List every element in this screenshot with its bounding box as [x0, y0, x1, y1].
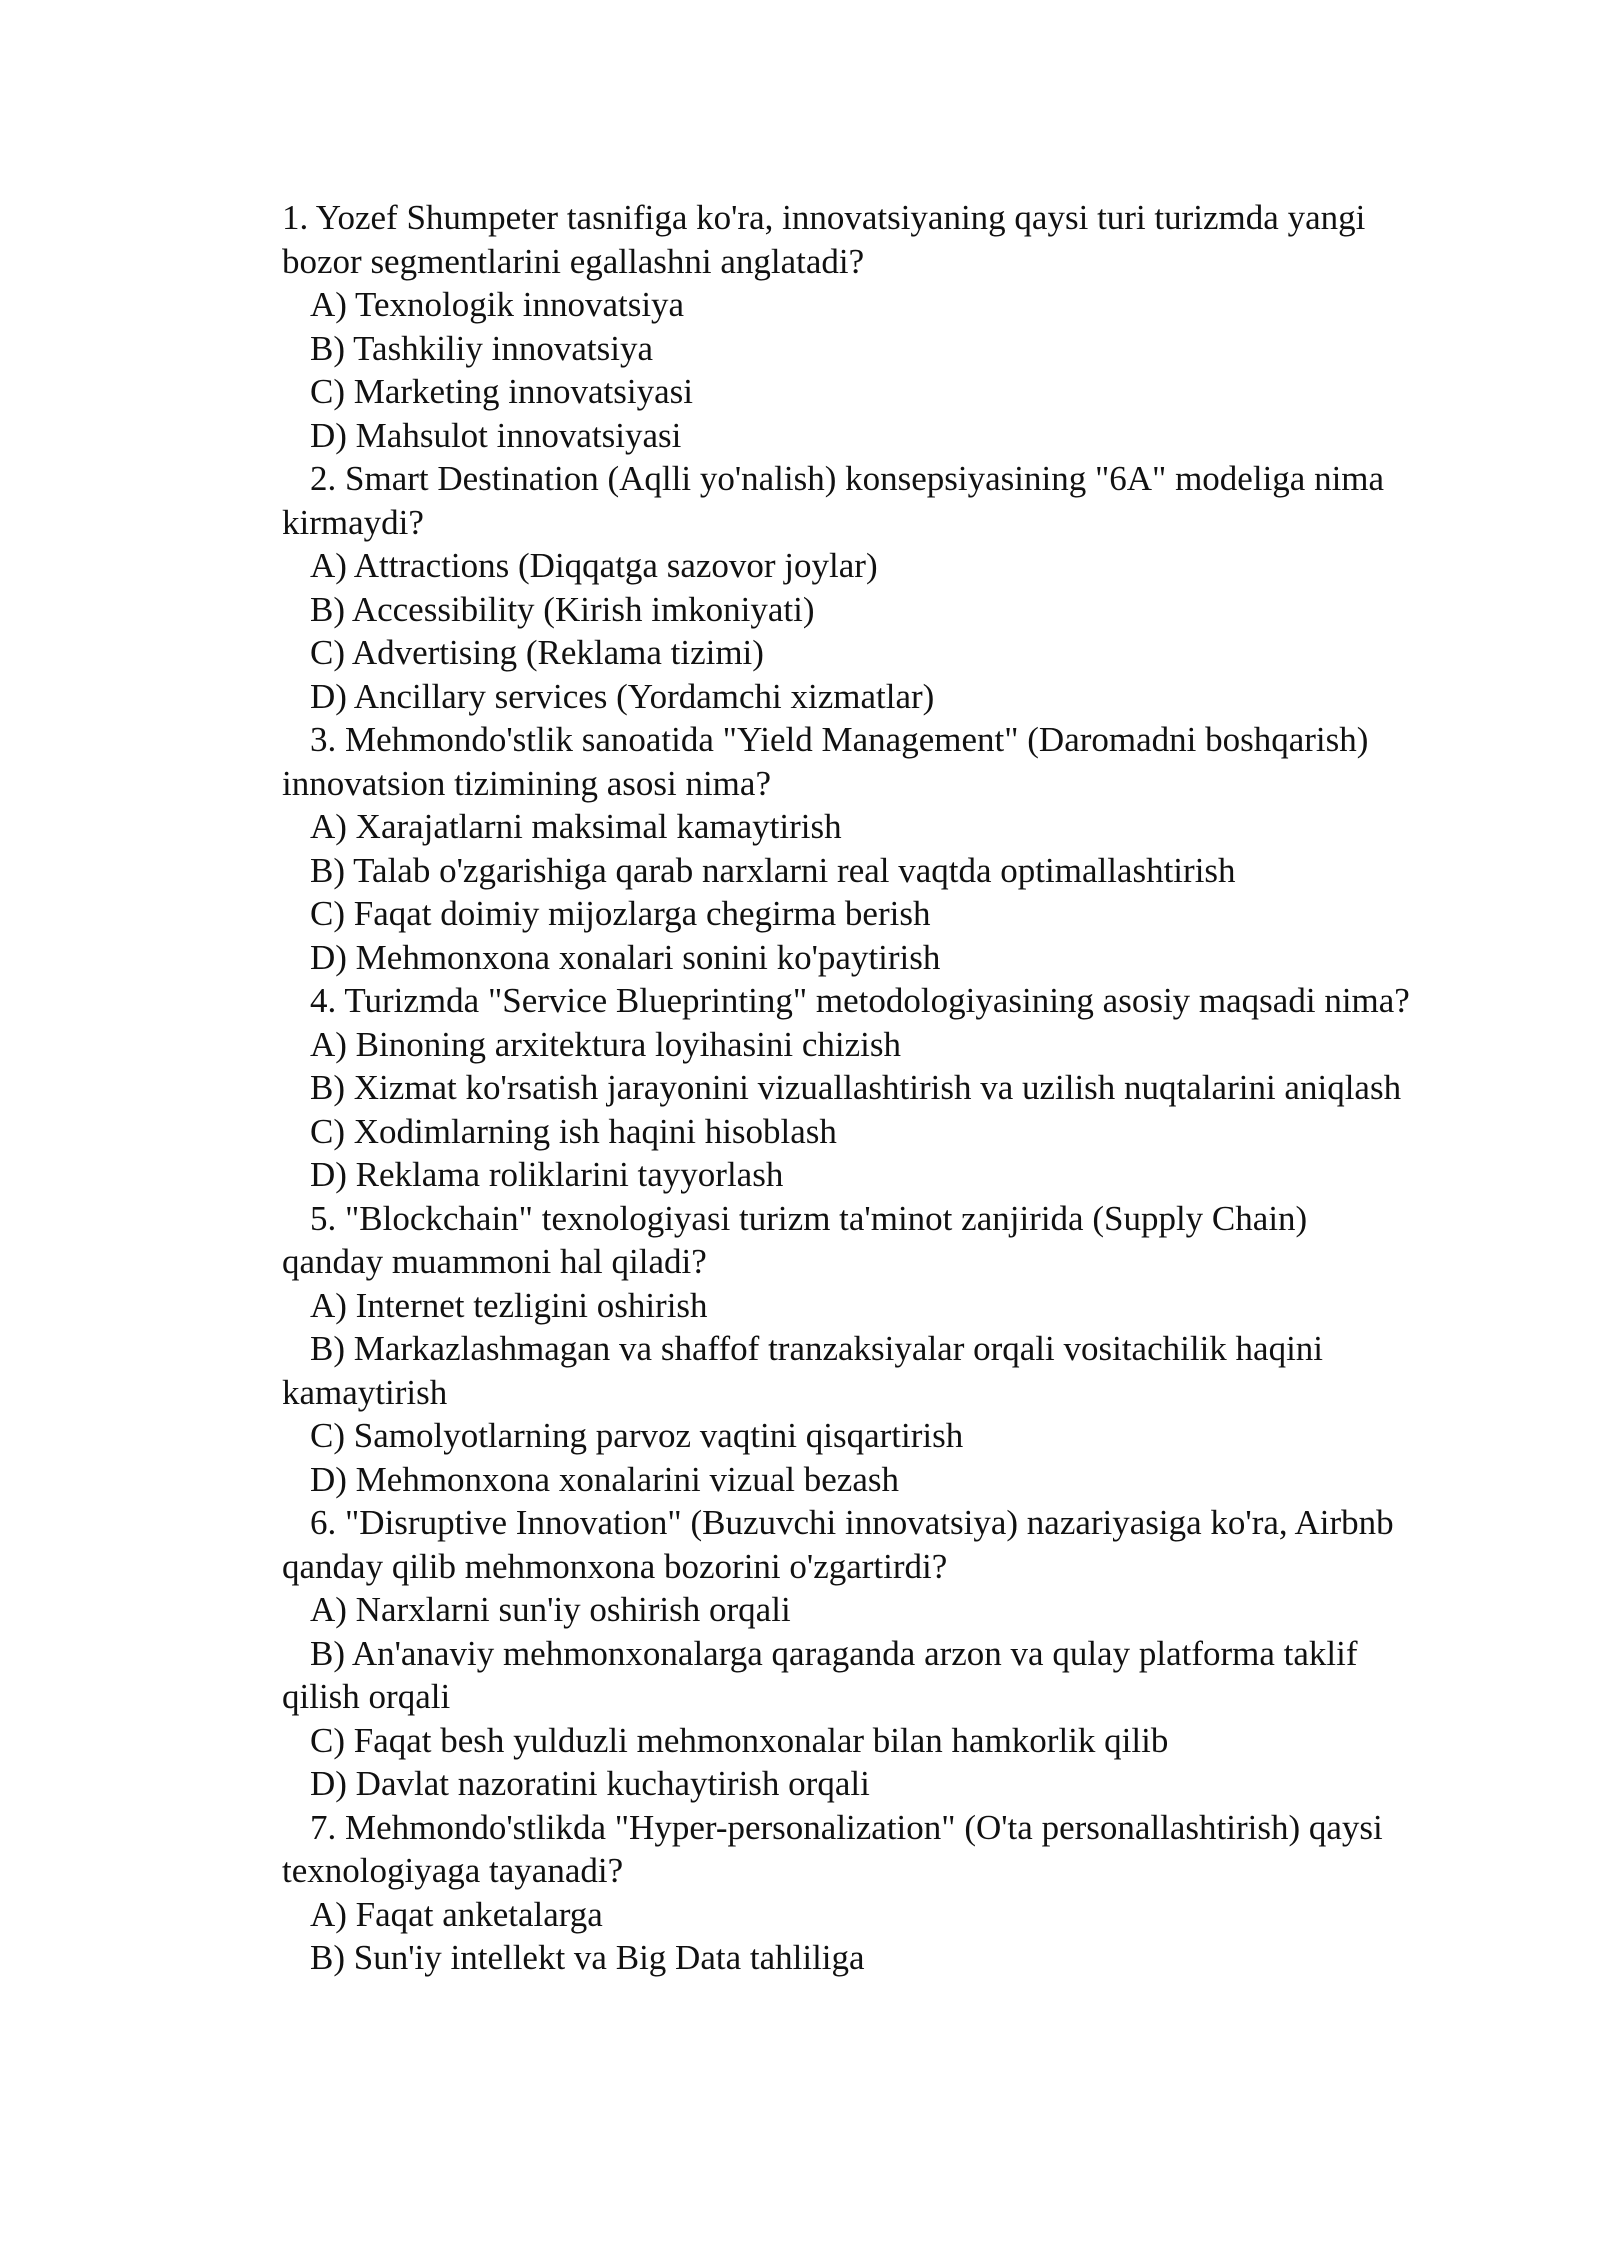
question-text: 5. "Blockchain" texnologiyasi turizm ta'minot zanjirida (Supply Chain) qanday muammoni hal qiladi? [282, 1198, 1308, 1281]
answer-option: A) Xarajatlarni maksimal kamaytirish [310, 807, 842, 846]
question-list [282, 196, 1412, 1980]
answer-option: B) Sun'iy intellekt va Big Data tahliliga [310, 1938, 865, 1977]
answer-option: B) Tashkiliy innovatsiya [310, 328, 653, 368]
answer-option: B) Talab o'zgarishiga qarab narxlarni real vaqtda optimallashtirish [310, 850, 1236, 890]
answer-option: B) Markazlashmagan va shaffof tranzaksiyalar orqali vositachilik haqini kamaytirish [282, 1329, 1324, 1412]
answer-option: A) Narxlarni sun'iy oshirish orqali [310, 1590, 791, 1629]
question-text: 6. "Disruptive Innovation" (Buzuvchi innovatsiya) nazariyasiga ko'ra, Airbnb qanday qilib mehmonxona bozorini o'zgartirdi? [282, 1503, 1394, 1586]
question-text: 1. Yozef Shumpeter tasnifiga ko'ra, innovatsiyaning qaysi turi turizmda yangi bozor segmentlarini egallashni anglatadi? [282, 198, 1366, 281]
answer-option: A) Internet tezligini oshirish [310, 1285, 708, 1325]
answer-option: B) Xizmat ko'rsatish jarayonini vizuallashtirish va uzilish nuqtalarini aniqlash [310, 1068, 1402, 1107]
answer-option: C) Faqat besh yulduzli mehmonxonalar bilan hamkorlik qilib [310, 1720, 1169, 1760]
answer-option: A) Faqat anketalarga [310, 1894, 603, 1934]
answer-option: C) Marketing innovatsiyasi [310, 372, 694, 411]
answer-option: D) Mehmonxona xonalarini vizual bezash [310, 1459, 899, 1499]
answer-option: C) Xodimlarning ish haqini hisoblash [310, 1111, 837, 1151]
answer-option: A) Attractions (Diqqatga sazovor joylar) [310, 546, 878, 585]
answer-option: D) Mahsulot innovatsiyasi [310, 415, 682, 455]
question-text: 4. Turizmda "Service Blueprinting" metodologiyasining asosiy maqsadi nima? [310, 981, 1410, 1020]
question-text: 7. Mehmondo'stlikda "Hyper-personalization" (O'ta personallashtirish) qaysi texnologiyaga tayanadi? [282, 1807, 1383, 1890]
answer-option: A) Texnologik innovatsiya [310, 285, 685, 324]
answer-option: A) Binoning arxitektura loyihasini chizish [310, 1024, 902, 1064]
answer-option: D) Reklama roliklarini tayyorlash [310, 1155, 784, 1194]
answer-option: D) Davlat nazoratini kuchaytirish orqali [310, 1764, 870, 1803]
question-text: 3. Mehmondo'stlik sanoatida "Yield Management" (Daromadni boshqarish) innovatsion tizimining asosi nima? [282, 720, 1369, 803]
answer-option: C) Faqat doimiy mijozlarga chegirma berish [310, 894, 931, 933]
answer-option: B) Accessibility (Kirish imkoniyati) [310, 589, 815, 629]
answer-option: C) Samolyotlarning parvoz vaqtini qisqartirish [310, 1416, 964, 1455]
question-text: 2. Smart Destination (Aqlli yo'nalish) konsepsiyasining "6A" modeliga nima kirmaydi? [282, 459, 1385, 542]
answer-option: B) An'anaviy mehmonxonalarga qaraganda arzon va qulay platforma taklif qilish orqali [282, 1633, 1358, 1716]
answer-option: C) Advertising (Reklama tizimi) [310, 633, 764, 672]
answer-option: D) Ancillary services (Yordamchi xizmatlar) [310, 676, 935, 716]
answer-option: D) Mehmonxona xonalari sonini ko'paytirish [310, 937, 941, 977]
